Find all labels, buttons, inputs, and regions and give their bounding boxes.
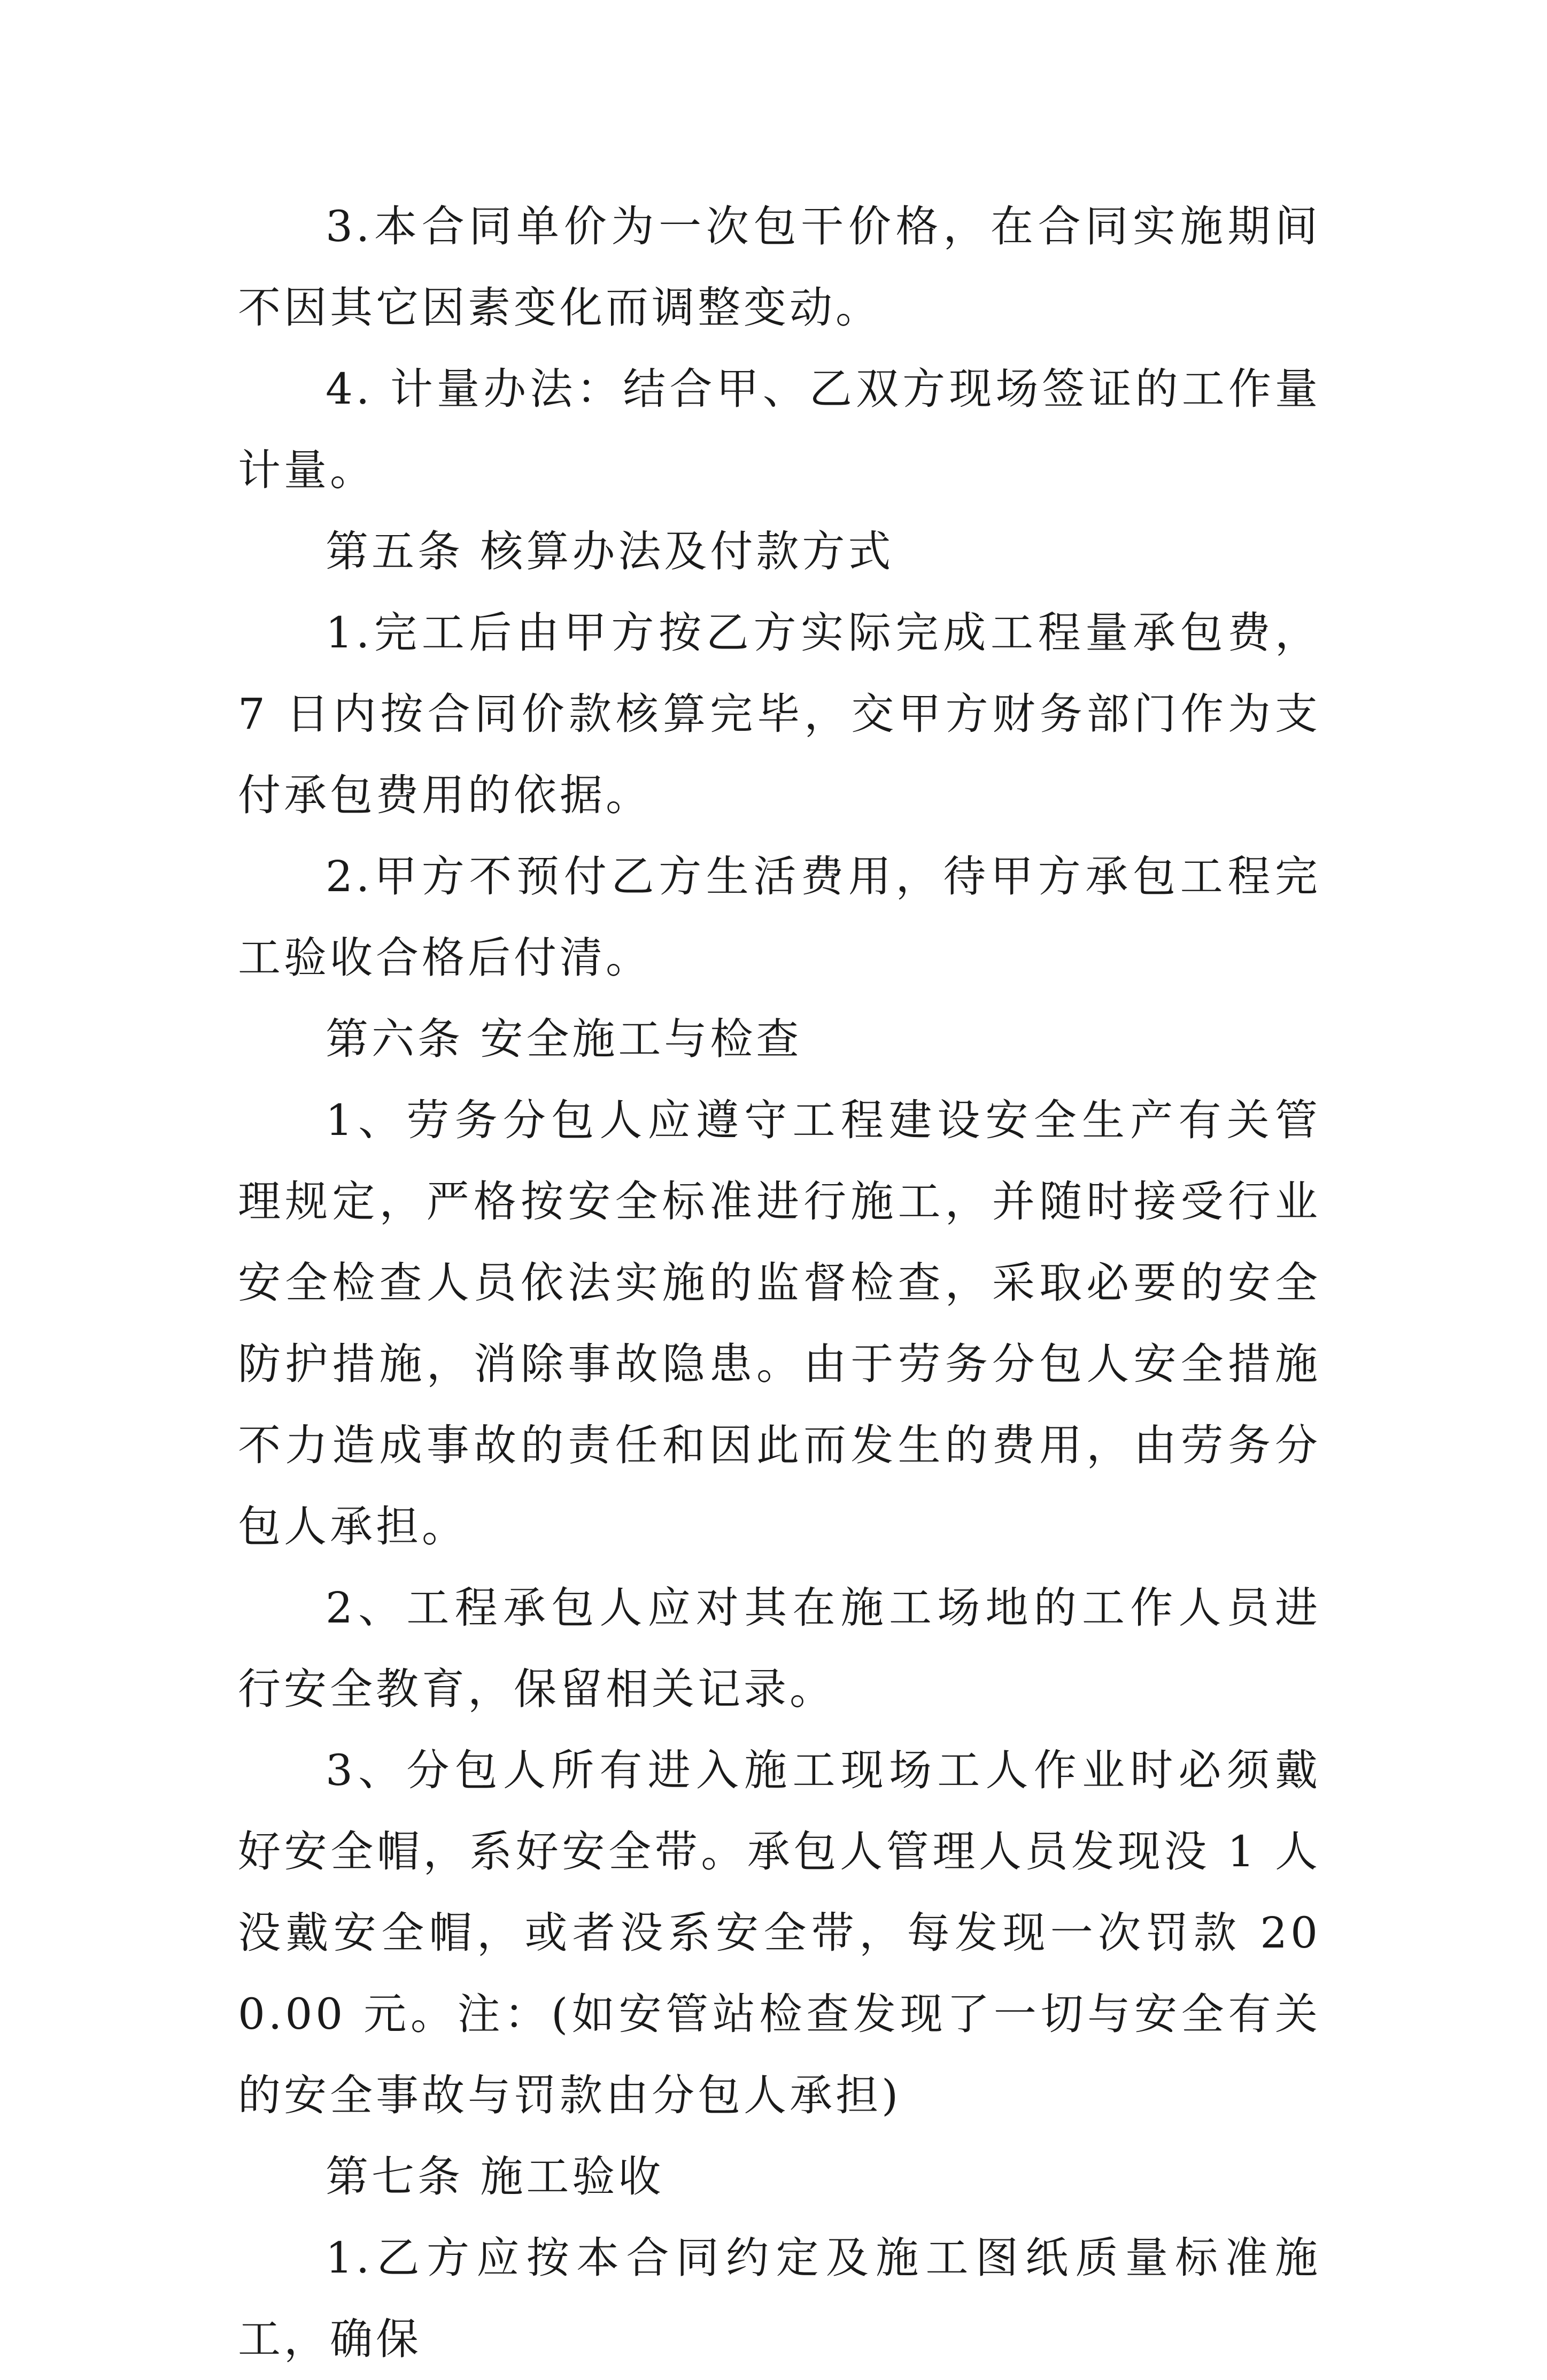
clause-paragraph: 1.乙方应按本合同约定及施工图纸质量标准施工，确保 [238, 2233, 1321, 2364]
clause-paragraph: 4. 计量办法：结合甲、乙双方现场签证的工作量计量。 [238, 364, 1321, 495]
clause-paragraph: 3、分包人所有进入施工现场工人作业时必须戴好安全帽，系好安全带。承包人管理人员发现没 1 人没戴安全帽，或者没系安全带，每发现一次罚款 200.00 元。注：(如安管站检查发现了一切与安全有关的安全事故与罚款由分包人承担) [238, 1745, 1321, 2120]
clause-paragraph: 1、劳务分包人应遵守工程建设安全生产有关管理规定，严格按安全标准进行施工，并随时接受行业安全检查人员依法实施的监督检查，采取必要的安全防护措施，消除事故隐患。由于劳务分包人安全措施不力造成事故的责任和因此而发生的费用，由劳务分包人承担。 [238, 1095, 1321, 1551]
article-heading: 第六条 安全施工与检查 [326, 1014, 802, 1064]
clause-paragraph: 3.本合同单价为一次包干价格，在合同实施期间不因其它因素变化而调整变动。 [238, 202, 1321, 333]
article-heading: 第五条 核算办法及付款方式 [326, 527, 894, 576]
clause-paragraph: 1.完工后由甲方按乙方实际完成工程量承包费，7 日内按合同价款核算完毕，交甲方财务部门作为支付承包费用的依据。 [238, 608, 1321, 820]
article-heading: 第七条 施工验收 [326, 2152, 664, 2201]
clause-paragraph: 2.甲方不预付乙方生活费用，待甲方承包工程完工验收合格后付清。 [238, 852, 1321, 983]
contract-body [238, 186, 1321, 2380]
clause-paragraph: 2、工程承包人应对其在施工场地的工作人员进行安全教育，保留相关记录。 [238, 1583, 1321, 1714]
